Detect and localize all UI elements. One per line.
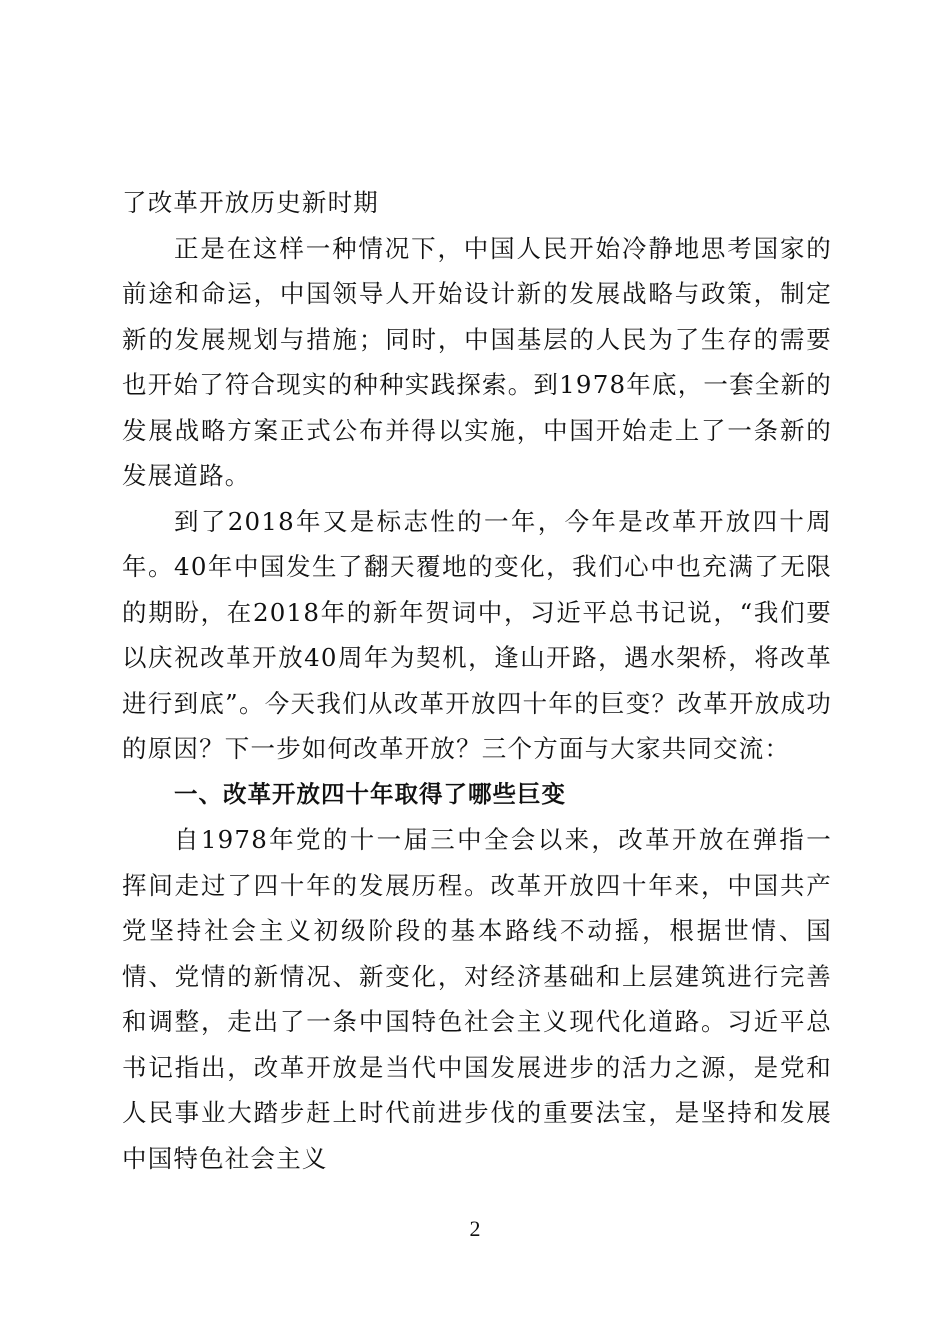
paragraph-reform-history: 自1978年党的十一届三中全会以来，改革开放在弹指一挥间走过了四十年的发展历程。改革开放四十年来，中国共产党坚持社会主义初级阶段的基本路线不动摇，根据世情、国情、党情的新情况、新变化，对经济基础和上层建筑进行完善和调整，走出了一条中国特色社会主义现代化道路。习近平总书记指出，改革开放是当代中国发展进步的活力之源，是党和人民事业大踏步赶上时代前进步伐的重要法宝，是坚持和发展中国特色社会主义 <box>122 825 832 1173</box>
paragraph-2018-anniversary: 到了2018年又是标志性的一年，今年是改革开放四十周年。40年中国发生了翻天覆地的变化，我们心中也充满了无限的期盼，在2018年的新年贺词中，习近平总书记说，“我们要以庆祝改革开放40周年为契机，逢山开路，遇水架桥，将改革进行到底”。今天我们从改革开放四十年的巨变？改革开放成功的原因？下一步如何改革开放？三个方面与大家共同交流： <box>122 506 832 763</box>
section-heading: 一、改革开放四十年取得了哪些巨变 <box>174 779 566 808</box>
page-number: 2 <box>469 1216 481 1241</box>
paragraph-background: 正是在这样一种情况下，中国人民开始冷静地思考国家的前途和命运，中国领导人开始设计新的发展战略与政策，制定新的发展规划与措施；同时，中国基层的人民为了生存的需要也开始了符合现实的种种实践探索。到1978年底，一套全新的发展战略方案正式公布并得以实施，中国开始走上了一条新的发展道路。 <box>122 233 832 490</box>
paragraph-continuation: 了改革开放历史新时期 <box>122 188 379 217</box>
document-body <box>122 180 832 1181</box>
